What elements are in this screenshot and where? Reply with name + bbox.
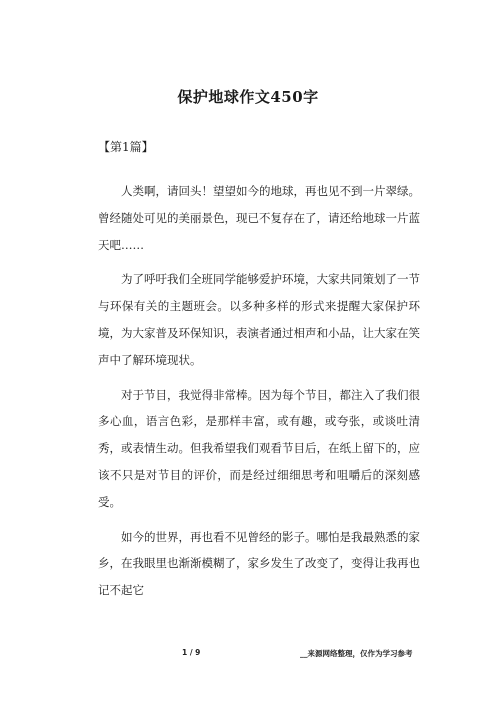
paragraph-2: 为了呼吁我们全班同学能够爱护环境，大家共同策划了一节与环保有关的主题班会。以多种多样的形式来提醒大家保护环境，为大家普及环保知识，表演者通过相声和小品，让大家在笑声中了解环境现状。: [98, 272, 420, 367]
paragraph-4: 如今的世界，再也看不见曾经的影子。哪怕是我最熟悉的家乡，在我眼里也渐渐模糊了，家乡发生了改变了，变得让我再也记不起它: [98, 529, 420, 598]
paragraph-1: 人类啊，请回头！望望如今的地球，再也见不到一片翠绿。曾经随处可见的美丽景色，现已不复存在了，请还给地球一片蓝天吧……: [98, 184, 420, 252]
page-footer: [0, 648, 496, 662]
paragraph-3: 对于节目，我觉得非常棒。因为每个节目，都注入了我们很多心血，语言色彩，是那样丰富，或有趣，或夸张，或谈吐清秀，或表情生动。但我希望我们观看节目后，在纸上留下的，应该不只是对节目的评价，而是经过细细思考和咀嚼后的深刻感受。: [98, 387, 420, 509]
section-heading: 【第1篇】: [98, 140, 154, 154]
document-title: 保护地球作文450字: [177, 88, 319, 106]
footer-note: __来源网络整理，仅作为学习参考: [300, 649, 413, 658]
page-number: 1 / 9: [182, 648, 201, 657]
document-body: [98, 178, 420, 612]
